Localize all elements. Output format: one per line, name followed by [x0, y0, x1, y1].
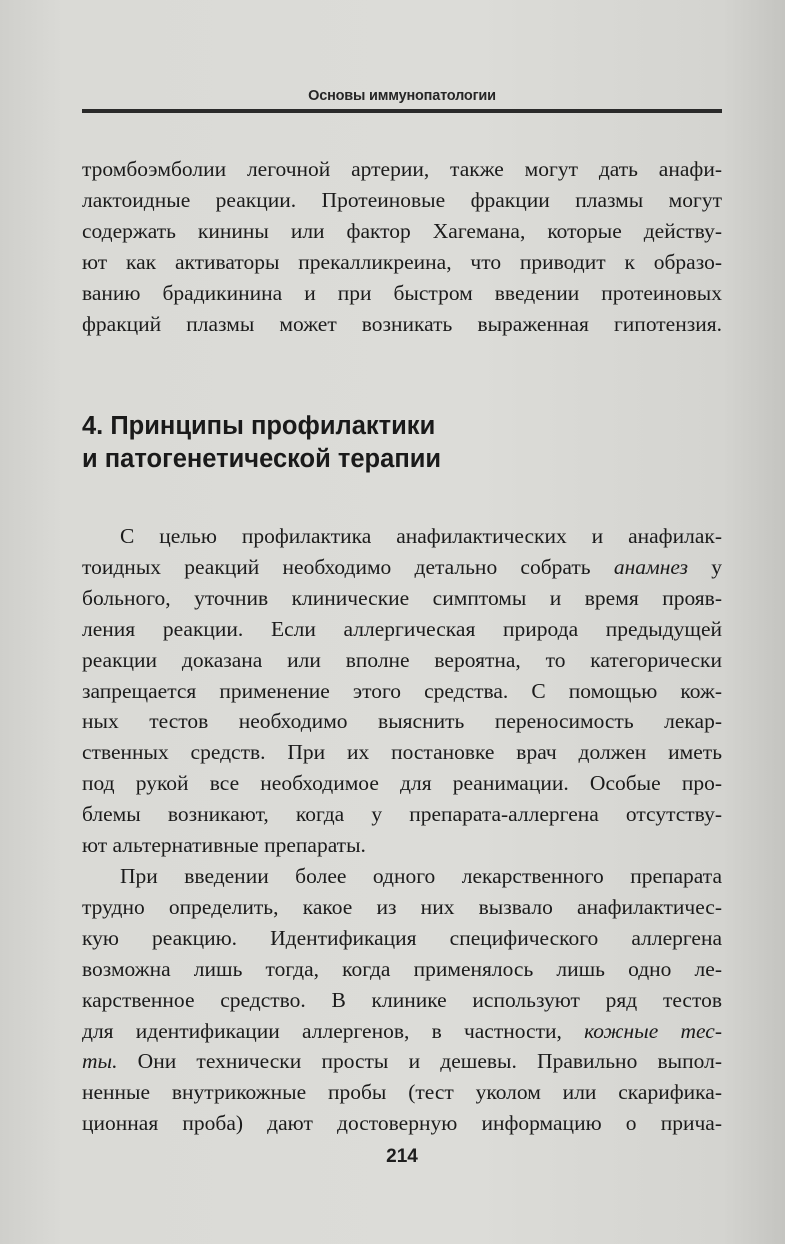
header-rule — [82, 109, 722, 113]
text-line: ных тестов необходимо выяснить переносимость лекар- — [82, 709, 722, 734]
italic-term: анамнез — [613, 554, 689, 579]
running-head: Основы иммунопатологии — [308, 88, 496, 104]
text-run: для идентификации аллергенов, в частности, — [82, 1018, 585, 1043]
text-run: Они технически просты и дешевы. Правильно выпол- — [117, 1049, 722, 1074]
text-run: у — [688, 554, 723, 579]
text-line: ют как активаторы прекалликреина, что приводит к образо- — [82, 249, 722, 274]
text-line: лактоидные реакции. Протеиновые фракции плазмы могут — [82, 187, 722, 212]
text-line: При введении более одного лекарственного препарата — [120, 864, 722, 888]
text-line — [82, 552, 722, 583]
text-line: трудно определить, какое из них вызвало анафилактичес- — [82, 894, 722, 919]
text-line: С целью профилактика анафилактических и анафилак- — [120, 524, 722, 548]
text-line — [82, 1046, 722, 1077]
text-line: возможна лишь тогда, когда применялось лишь одно ле- — [82, 956, 722, 981]
text-line: содержать кинины или фактор Хагемана, которые действу- — [82, 218, 722, 243]
text-line: ционная проба) дают достоверную информацию о прича- — [82, 1111, 722, 1136]
text-line: ственных средств. При их постановке врач должен иметь — [82, 740, 722, 765]
text-line: под рукой все необходимое для реанимации. Особые про- — [82, 771, 722, 796]
page-number: 214 — [386, 1146, 418, 1167]
text-line: реакции доказана или вполне вероятна, то категорически — [82, 647, 722, 672]
text-line: карственное средство. В клинике используют ряд тестов — [82, 987, 722, 1012]
italic-term: кожные тес- — [584, 1018, 722, 1043]
text-line: фракций плазмы может возникать выраженная гипотензия. — [82, 311, 722, 336]
text-line: ванию брадикинина и при быстром введении протеиновых — [82, 280, 722, 305]
italic-term: ты. — [82, 1049, 118, 1074]
text-line: кую реакцию. Идентификация специфического аллергена — [82, 925, 722, 950]
text-line: блемы возникают, когда у препарата-аллергена отсутству- — [82, 802, 722, 827]
section-heading — [82, 410, 722, 476]
text-line: ления реакции. Если аллергическая природа предыдущей — [82, 616, 722, 641]
paragraph-2 — [82, 521, 722, 861]
heading-line: 4. Принципы профилактики — [82, 412, 436, 440]
paragraph-1 — [82, 154, 722, 339]
text-line — [82, 1016, 722, 1047]
text-run: тоидных реакций необходимо детально собрать — [82, 554, 614, 579]
text-line: ют альтернативные препараты. — [82, 833, 366, 858]
text-line: больного, уточнив клинические симптомы и время прояв- — [82, 585, 722, 610]
text-line: ненные внутрикожные пробы (тест уколом или скарифика- — [82, 1080, 722, 1105]
paragraph-3 — [82, 861, 722, 1139]
text-line: тромбоэмболии легочной артерии, также могут дать анафи- — [82, 157, 722, 181]
heading-line: и патогенетической терапии — [82, 445, 442, 473]
text-line: запрещается применение этого средства. С помощью кож- — [82, 678, 722, 703]
